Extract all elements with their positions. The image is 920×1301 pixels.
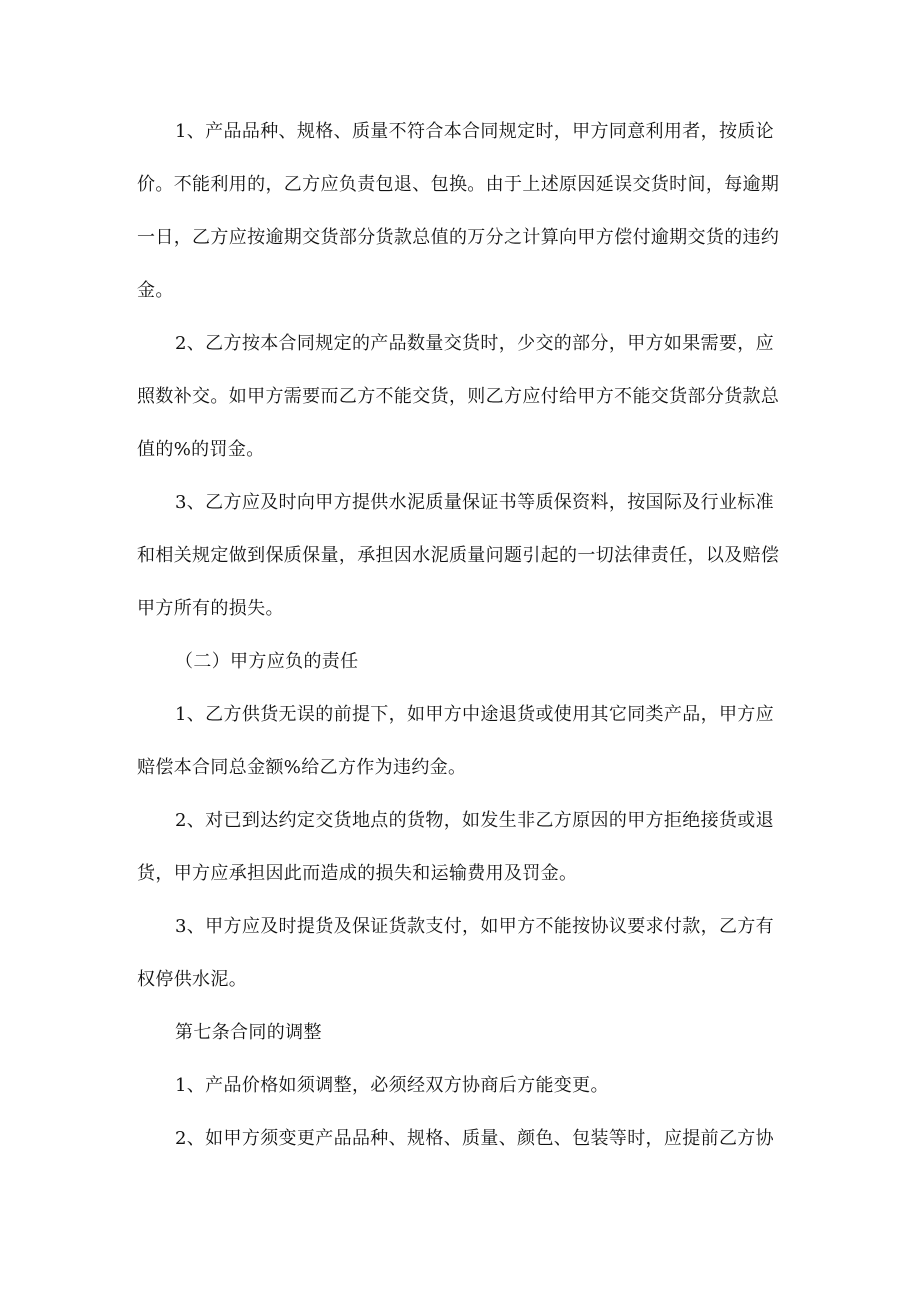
clause-line: 值的%的罚金。 bbox=[137, 439, 265, 460]
clause-line: 金。 bbox=[137, 280, 174, 301]
clause-line: 货，甲方应承担因此而造成的损失和运输费用及罚金。 bbox=[137, 863, 578, 884]
clause-line: 1、产品品种、规格、质量不符合本合同规定时，甲方同意利用者，按质论 bbox=[175, 121, 774, 142]
clause-line: 一日，乙方应按逾期交货部分货款总值的万分之计算向甲方偿付逾期交货的违约 bbox=[137, 227, 780, 248]
clause-line: 照数补交。如甲方需要而乙方不能交货，则乙方应付给甲方不能交货部分货款总 bbox=[137, 386, 780, 407]
clause-line: 价。不能利用的，乙方应负责包退、包换。由于上述原因延误交货时间，每逾期 bbox=[137, 174, 780, 195]
clause-line: 和相关规定做到保质保量，承担因水泥质量问题引起的一切法律责任，以及赔偿 bbox=[137, 545, 780, 566]
clause-line: 2、对已到达约定交货地点的货物，如发生非乙方原因的甲方拒绝接货或退 bbox=[175, 810, 774, 831]
clause-line: 3、甲方应及时提货及保证货款支付，如甲方不能按协议要求付款，乙方有 bbox=[175, 916, 774, 937]
clause-line: 甲方所有的损失。 bbox=[137, 598, 284, 619]
clause-line: 2、乙方按本合同规定的产品数量交货时，少交的部分，甲方如果需要，应 bbox=[175, 333, 774, 354]
clause-line: 权停供水泥。 bbox=[137, 969, 248, 990]
article-heading: 第七条合同的调整 bbox=[175, 1022, 322, 1043]
clause-line: 1、产品价格如须调整，必须经双方协商后方能变更。 bbox=[175, 1075, 609, 1096]
clause-line: 赔偿本合同总金额%给乙方作为违约金。 bbox=[137, 757, 467, 778]
clause-line: 2、如甲方须变更产品品种、规格、质量、颜色、包装等时，应提前乙方协 bbox=[175, 1128, 774, 1149]
clause-line: 1、乙方供货无误的前提下，如甲方中途退货或使用其它同类产品，甲方应 bbox=[175, 704, 774, 725]
clause-line: 3、乙方应及时向甲方提供水泥质量保证书等质保资料，按国际及行业标准 bbox=[175, 492, 774, 513]
section-heading: （二）甲方应负的责任 bbox=[175, 651, 359, 672]
